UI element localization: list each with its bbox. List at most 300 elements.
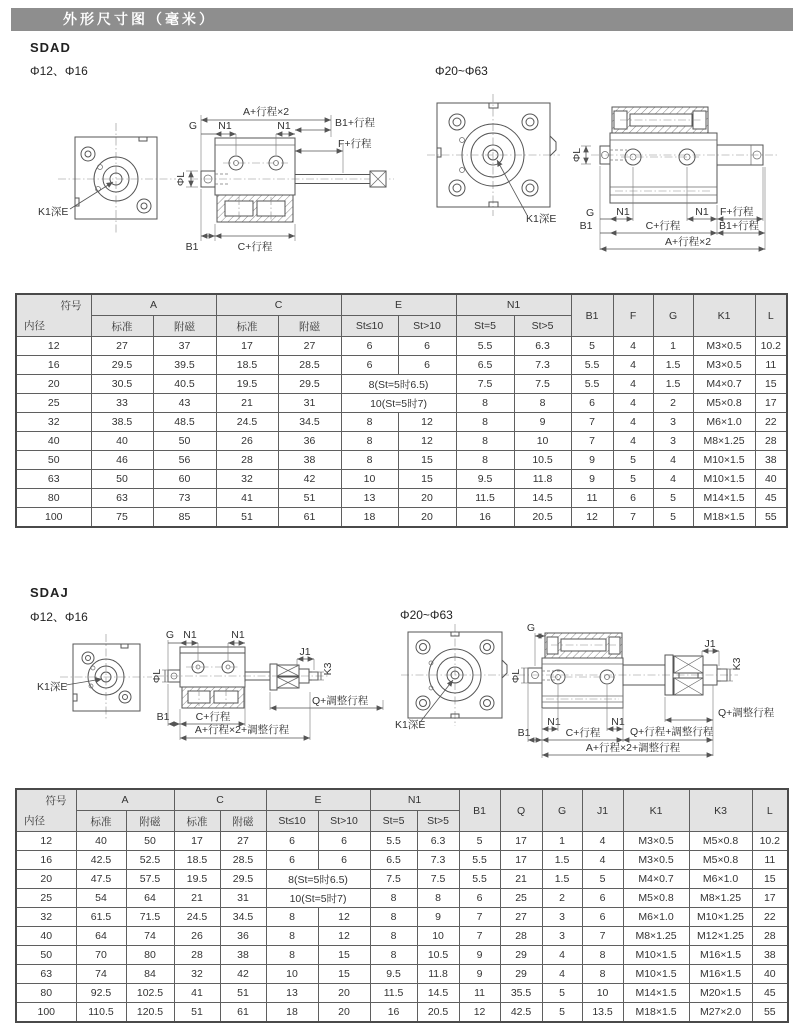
dim-n1: N1 xyxy=(183,629,197,641)
table-cell: 50 xyxy=(153,432,216,451)
dim-k3: K3 xyxy=(731,657,743,671)
table-cell: 100 xyxy=(16,508,91,528)
table-cell: 33 xyxy=(91,394,153,413)
subcol-st-gt10: St>10 xyxy=(398,316,456,337)
dim-a-adjust: A+行程×2+調整行程 xyxy=(194,724,290,736)
table-cell: 12 xyxy=(16,337,91,356)
page-title: 外形尺寸图（毫米） xyxy=(11,8,793,31)
table-cell: M8×1.25 xyxy=(693,432,755,451)
table-cell: 9 xyxy=(459,946,500,965)
table-cell: 28.5 xyxy=(220,851,266,870)
front-view xyxy=(427,94,560,225)
table-cell: 74 xyxy=(126,927,174,946)
table-cell: 16 xyxy=(16,851,76,870)
table-cell: 21 xyxy=(216,394,278,413)
col-j1: J1 xyxy=(582,789,623,832)
table-cell: 11.8 xyxy=(417,965,459,984)
table-cell: M6×1.0 xyxy=(689,870,752,889)
sdaj-range-small: Φ12、Φ16 xyxy=(30,610,88,624)
table-cell: 6 xyxy=(582,889,623,908)
table-cell: M3×0.5 xyxy=(693,356,755,375)
table-cell: 16 xyxy=(16,356,91,375)
table-cell: M27×2.0 xyxy=(689,1003,752,1023)
table-cell: 110.5 xyxy=(76,1003,126,1023)
table-cell: 28 xyxy=(752,927,788,946)
table-cell: 63 xyxy=(16,965,76,984)
col-b1: B1 xyxy=(571,294,613,337)
dim-n1: N1 xyxy=(218,120,232,132)
table-cell: 14.5 xyxy=(514,489,571,508)
table-cell: 7.5 xyxy=(370,870,417,889)
col-b1: B1 xyxy=(459,789,500,832)
table-cell: 43 xyxy=(153,394,216,413)
table-cell: 10.2 xyxy=(755,337,787,356)
table-row xyxy=(16,337,787,356)
table-cell: 10.5 xyxy=(514,451,571,470)
table-cell: 75 xyxy=(91,508,153,528)
col-k1: K1 xyxy=(693,294,755,337)
table-cell: 8 xyxy=(341,413,398,432)
sdad-range-small: Φ12、Φ16 xyxy=(30,64,88,78)
table-cell: 31 xyxy=(220,889,266,908)
subcol-magnet: 附磁 xyxy=(153,316,216,337)
table-cell: 57.5 xyxy=(126,870,174,889)
subcol-standard: 标准 xyxy=(91,316,153,337)
table-cell: 11 xyxy=(459,984,500,1003)
table-cell: 4 xyxy=(582,832,623,851)
table-cell: 50 xyxy=(16,946,76,965)
table-cell: 36 xyxy=(220,927,266,946)
table-cell: 5.5 xyxy=(459,870,500,889)
table-cell: 5 xyxy=(653,489,693,508)
table-cell: M16×1.5 xyxy=(689,965,752,984)
corner-symbol-label: 符号 xyxy=(45,795,67,807)
sdaj-dimension-table xyxy=(15,788,789,1023)
table-cell: M4×0.7 xyxy=(693,375,755,394)
table-cell: 6.3 xyxy=(514,337,571,356)
table-cell: 13 xyxy=(266,984,318,1003)
col-group-c: C xyxy=(174,789,266,811)
col-q: Q xyxy=(500,789,542,832)
table-cell: 10.2 xyxy=(752,832,788,851)
table-cell: 8 xyxy=(582,965,623,984)
table-cell: 29.5 xyxy=(278,375,341,394)
dim-b1: B1 xyxy=(185,241,199,253)
table-cell: 85 xyxy=(153,508,216,528)
table-cell: 20 xyxy=(16,375,91,394)
table-cell: 20 xyxy=(398,508,456,528)
sdad-range-large: Φ20~Φ63 xyxy=(435,64,488,78)
subcol-st-le10: St≤10 xyxy=(266,811,318,832)
table-cell: 3 xyxy=(653,413,693,432)
table-cell: 55 xyxy=(755,508,787,528)
table-cell: 7.3 xyxy=(514,356,571,375)
table-cell: 28 xyxy=(500,927,542,946)
table-cell: 20.5 xyxy=(514,508,571,528)
dim-n1: N1 xyxy=(277,120,291,132)
table-row xyxy=(16,965,788,984)
table-cell: 8 xyxy=(582,946,623,965)
table-cell: 38 xyxy=(755,451,787,470)
table-cell: 5 xyxy=(653,508,693,528)
corner-symbol-label: 符号 xyxy=(60,300,82,312)
table-cell: 15 xyxy=(318,946,370,965)
table-cell: 14.5 xyxy=(417,984,459,1003)
table-cell: 10 xyxy=(514,432,571,451)
table-cell: M18×1.5 xyxy=(623,1003,689,1023)
sdad-series-name: SDAD xyxy=(30,40,71,55)
table-cell: 10 xyxy=(266,965,318,984)
table-cell: 7.3 xyxy=(417,851,459,870)
table-cell: 19.5 xyxy=(216,375,278,394)
dim-q-stroke-adjust: Q+行程+調整行程 xyxy=(630,726,714,738)
sdaj-series-name: SDAJ xyxy=(30,585,69,600)
table-cell: 29 xyxy=(500,965,542,984)
table-cell: 5 xyxy=(613,451,653,470)
table-cell: 3 xyxy=(542,908,582,927)
table-cell: 7 xyxy=(582,927,623,946)
table-cell: M10×1.5 xyxy=(693,451,755,470)
col-k1: K1 xyxy=(623,789,689,832)
table-cell: 8 xyxy=(456,432,514,451)
corner-cell xyxy=(16,789,76,832)
table-cell: 8 xyxy=(370,908,417,927)
table-row xyxy=(16,908,788,927)
subcol-standard: 标准 xyxy=(216,316,278,337)
table-cell: 27 xyxy=(500,908,542,927)
table-cell: 34.5 xyxy=(220,908,266,927)
table-cell: 32 xyxy=(174,965,220,984)
side-section-view xyxy=(591,107,777,203)
table-cell: 45 xyxy=(755,489,787,508)
table-cell: 42.5 xyxy=(76,851,126,870)
dim-n1: N1 xyxy=(695,206,709,218)
dim-a-adjust: A+行程×2+調整行程 xyxy=(585,742,681,754)
sdaj-range-large: Φ20~Φ63 xyxy=(400,608,453,622)
table-cell: 4 xyxy=(613,337,653,356)
table-cell: 1.5 xyxy=(653,375,693,394)
table-row xyxy=(16,1003,788,1023)
table-cell: 28.5 xyxy=(278,356,341,375)
table-cell: 22 xyxy=(755,413,787,432)
table-cell: 56 xyxy=(153,451,216,470)
table-cell: M12×1.25 xyxy=(689,927,752,946)
table-cell: 10 xyxy=(582,984,623,1003)
dim-phi-l: ΦL xyxy=(151,668,163,684)
table-cell: 8 xyxy=(456,451,514,470)
table-cell: 39.5 xyxy=(153,356,216,375)
dim-j1: J1 xyxy=(299,646,311,658)
table-cell: 6 xyxy=(341,356,398,375)
table-cell: 40 xyxy=(16,927,76,946)
table-cell: 4 xyxy=(613,375,653,394)
table-cell: 7 xyxy=(571,432,613,451)
table-cell: 11.5 xyxy=(456,489,514,508)
dim-k3: K3 xyxy=(322,662,334,676)
sdad-drawing-small-bore xyxy=(18,85,398,260)
col-k3: K3 xyxy=(689,789,752,832)
dim-b1: B1 xyxy=(517,727,531,739)
table-cell: 8 xyxy=(370,927,417,946)
dim-phi-l: ΦL xyxy=(175,171,187,187)
table-cell: M8×1.25 xyxy=(689,889,752,908)
table-cell: 7.5 xyxy=(456,375,514,394)
table-cell: 29.5 xyxy=(220,870,266,889)
table-cell: 38.5 xyxy=(91,413,153,432)
table-cell: 6 xyxy=(341,337,398,356)
subcol-magnet: 附磁 xyxy=(220,811,266,832)
table-cell: 6 xyxy=(613,489,653,508)
table-cell: 27 xyxy=(278,337,341,356)
table-cell: 7 xyxy=(613,508,653,528)
table-cell: 4 xyxy=(613,413,653,432)
table-cell: 17 xyxy=(216,337,278,356)
table-cell: 46 xyxy=(91,451,153,470)
table-cell: 120.5 xyxy=(126,1003,174,1023)
table-cell: 20 xyxy=(318,984,370,1003)
col-group-n1: N1 xyxy=(370,789,459,811)
dim-q-adjust: Q+調整行程 xyxy=(312,695,369,707)
table-cell: 40 xyxy=(91,432,153,451)
table-cell: 9 xyxy=(571,470,613,489)
table-cell: M10×1.25 xyxy=(689,908,752,927)
table-cell: 2 xyxy=(542,889,582,908)
subcol-st-gt5: St>5 xyxy=(417,811,459,832)
table-cell: 15 xyxy=(752,870,788,889)
table-cell: 50 xyxy=(91,470,153,489)
table-cell: M6×1.0 xyxy=(623,908,689,927)
table-cell: 60 xyxy=(153,470,216,489)
table-cell: 11.5 xyxy=(370,984,417,1003)
dim-j1: J1 xyxy=(704,638,716,650)
table-cell: 3 xyxy=(542,927,582,946)
table-cell: 32 xyxy=(216,470,278,489)
table-cell: 8 xyxy=(266,946,318,965)
table-cell: M14×1.5 xyxy=(623,984,689,1003)
table-cell: 10 xyxy=(417,927,459,946)
table-cell: M20×1.5 xyxy=(689,984,752,1003)
subcol-magnet: 附磁 xyxy=(126,811,174,832)
table-cell: 42 xyxy=(278,470,341,489)
table-cell: 80 xyxy=(126,946,174,965)
table-cell: M14×1.5 xyxy=(693,489,755,508)
dim-g: G xyxy=(586,207,595,219)
table-cell: 8 xyxy=(341,451,398,470)
table-cell: 5 xyxy=(542,984,582,1003)
table-cell: 8 xyxy=(266,908,318,927)
table-cell: 7 xyxy=(571,413,613,432)
table-cell: 40 xyxy=(16,432,91,451)
table-cell: 26 xyxy=(174,927,220,946)
table-cell: 6 xyxy=(582,908,623,927)
table-cell: 84 xyxy=(126,965,174,984)
table-cell: 12 xyxy=(398,413,456,432)
table-cell: 63 xyxy=(91,489,153,508)
table-cell: 2 xyxy=(653,394,693,413)
table-cell: M8×1.25 xyxy=(623,927,689,946)
subcol-st-eq5: St=5 xyxy=(370,811,417,832)
table-cell: 3 xyxy=(653,432,693,451)
front-view xyxy=(38,123,176,235)
table-cell: 35.5 xyxy=(500,984,542,1003)
table-cell: 51 xyxy=(278,489,341,508)
col-f: F xyxy=(613,294,653,337)
table-cell: 10(St=5时7) xyxy=(341,394,456,413)
table-cell: 20 xyxy=(16,870,76,889)
table-cell: 30.5 xyxy=(91,375,153,394)
table-cell: 40 xyxy=(76,832,126,851)
dim-c-stroke: C+行程 xyxy=(565,727,601,739)
table-cell: 51 xyxy=(220,984,266,1003)
table-cell: 18.5 xyxy=(216,356,278,375)
table-cell: 17 xyxy=(500,851,542,870)
table-cell: 5.5 xyxy=(571,375,613,394)
table-row xyxy=(16,870,788,889)
table-cell: 47.5 xyxy=(76,870,126,889)
table-cell: 102.5 xyxy=(126,984,174,1003)
table-cell: 73 xyxy=(153,489,216,508)
dim-n1: N1 xyxy=(231,629,245,641)
table-cell: M5×0.8 xyxy=(689,832,752,851)
table-cell: 54 xyxy=(76,889,126,908)
corner-cell xyxy=(16,294,91,337)
table-cell: 25 xyxy=(16,394,91,413)
table-cell: 12 xyxy=(318,908,370,927)
table-cell: 80 xyxy=(16,984,76,1003)
table-cell: 20 xyxy=(318,1003,370,1023)
table-cell: 8 xyxy=(266,927,318,946)
table-cell: 5 xyxy=(459,832,500,851)
table-cell: 1.5 xyxy=(653,356,693,375)
corner-bore-label: 内径 xyxy=(24,320,45,332)
dim-a-stroke2: A+行程×2 xyxy=(242,106,290,118)
dim-b1-stroke: B1+行程 xyxy=(335,117,375,129)
table-cell: 1 xyxy=(653,337,693,356)
table-cell: 16 xyxy=(370,1003,417,1023)
table-cell: 20 xyxy=(398,489,456,508)
dim-c-stroke: C+行程 xyxy=(237,241,273,253)
table-cell: 8(St=5时6.5) xyxy=(266,870,370,889)
sdad-drawing-large-bore xyxy=(405,88,800,273)
k1-depth-label: K1深E xyxy=(395,719,426,731)
subcol-standard: 标准 xyxy=(174,811,220,832)
table-cell: 6 xyxy=(318,851,370,870)
table-cell: 9 xyxy=(459,965,500,984)
table-cell: 13 xyxy=(341,489,398,508)
table-cell: 4 xyxy=(613,432,653,451)
table-cell: 11.8 xyxy=(514,470,571,489)
table-cell: 6.3 xyxy=(417,832,459,851)
table-cell: M3×0.5 xyxy=(693,337,755,356)
table-cell: 12 xyxy=(398,432,456,451)
table-cell: M6×1.0 xyxy=(693,413,755,432)
table-cell: 10(St=5时7) xyxy=(266,889,370,908)
table-cell: 6.5 xyxy=(456,356,514,375)
table-cell: 5.5 xyxy=(370,832,417,851)
table-cell: 40.5 xyxy=(153,375,216,394)
table-cell: 22 xyxy=(752,908,788,927)
sdaj-drawing-small-bore xyxy=(18,622,393,772)
table-cell: 4 xyxy=(613,356,653,375)
k1-depth-label: K1深E xyxy=(526,213,557,225)
table-cell: 41 xyxy=(174,984,220,1003)
subcol-st-gt5: St>5 xyxy=(514,316,571,337)
col-g: G xyxy=(542,789,582,832)
table-cell: 37 xyxy=(153,337,216,356)
table-cell: 42 xyxy=(220,965,266,984)
table-cell: 6 xyxy=(571,394,613,413)
dim-c-stroke: C+行程 xyxy=(645,220,681,232)
front-view xyxy=(37,634,152,721)
table-cell: 71.5 xyxy=(126,908,174,927)
table-cell: 4 xyxy=(582,851,623,870)
table-cell: 5 xyxy=(613,470,653,489)
table-row xyxy=(16,984,788,1003)
table-cell: 55 xyxy=(752,1003,788,1023)
table-cell: 12 xyxy=(459,1003,500,1023)
table-row xyxy=(16,375,787,394)
table-row xyxy=(16,356,787,375)
table-cell: 51 xyxy=(216,508,278,528)
table-cell: 41 xyxy=(216,489,278,508)
table-cell: 10.5 xyxy=(417,946,459,965)
table-cell: 8 xyxy=(456,413,514,432)
table-cell: 25 xyxy=(16,889,76,908)
table-cell: 5.5 xyxy=(571,356,613,375)
table-row xyxy=(16,508,787,528)
table-cell: 25 xyxy=(500,889,542,908)
table-row xyxy=(16,394,787,413)
table-cell: 4 xyxy=(613,394,653,413)
k1-depth-label: K1深E xyxy=(37,681,68,693)
table-cell: 11 xyxy=(752,851,788,870)
dim-b1: B1 xyxy=(579,220,593,232)
table-cell: 61.5 xyxy=(76,908,126,927)
table-row xyxy=(16,432,787,451)
table-cell: 100 xyxy=(16,1003,76,1023)
table-cell: 70 xyxy=(76,946,126,965)
table-cell: 20.5 xyxy=(417,1003,459,1023)
table-cell: 36 xyxy=(278,432,341,451)
table-cell: 34.5 xyxy=(278,413,341,432)
table-cell: M10×1.5 xyxy=(623,965,689,984)
table-cell: 50 xyxy=(126,832,174,851)
dim-f-stroke: F+行程 xyxy=(338,138,372,150)
table-cell: 15 xyxy=(398,470,456,489)
col-l: L xyxy=(755,294,787,337)
col-group-a: A xyxy=(91,294,216,316)
table-row xyxy=(16,470,787,489)
table-cell: 4 xyxy=(653,451,693,470)
table-cell: 9 xyxy=(417,908,459,927)
table-cell: 9 xyxy=(571,451,613,470)
dim-n1: N1 xyxy=(616,206,630,218)
table-cell: 8 xyxy=(370,946,417,965)
table-cell: 50 xyxy=(16,451,91,470)
table-cell: M18×1.5 xyxy=(693,508,755,528)
table-cell: 6 xyxy=(459,889,500,908)
table-cell: 4 xyxy=(542,965,582,984)
table-cell: M3×0.5 xyxy=(623,851,689,870)
table-cell: 7.5 xyxy=(417,870,459,889)
col-g: G xyxy=(653,294,693,337)
table-cell: 5 xyxy=(542,1003,582,1023)
table-cell: 4 xyxy=(653,470,693,489)
dim-phi-l: ΦL xyxy=(571,147,583,163)
table-cell: 9 xyxy=(514,413,571,432)
table-cell: 38 xyxy=(752,946,788,965)
table-cell: 17 xyxy=(755,394,787,413)
